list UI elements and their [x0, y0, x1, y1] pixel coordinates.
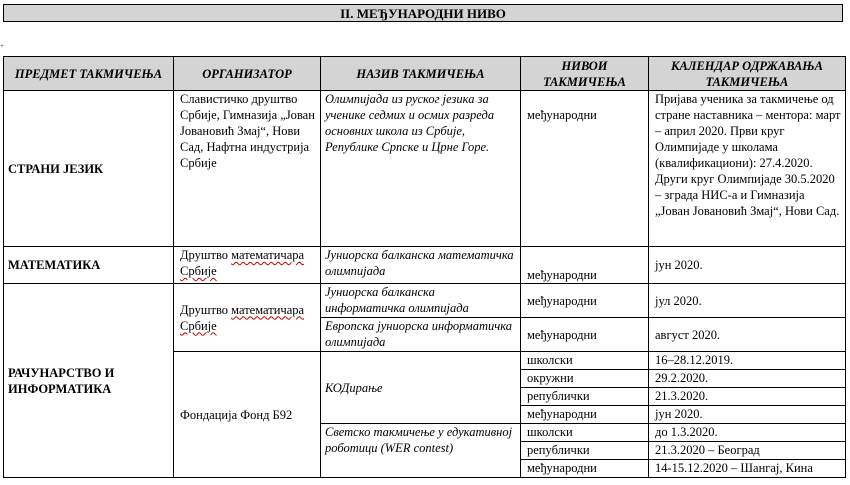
calendar-cell: Пријава ученика за такмичење од стране наставника – ментора: март – април 2020. Први круг Олимпијаде у школама (квалификациони): 27.4.2020. Други круг Олимпијаде 30.5.2020 – зграда НИС-а и Гимназија „Јован Јовановић Змај“, Нови Сад. — [649, 91, 846, 247]
organizer-text: Друштво — [180, 302, 232, 317]
calendar-cell: 21.3.2020. — [649, 388, 846, 406]
level-cell: међународни — [521, 318, 649, 352]
spellcheck-word[interactable]: Србије — [180, 264, 217, 278]
level-cell: међународни — [521, 284, 649, 318]
section-title: II. МЕЂУНАРОДНИ НИВО — [3, 4, 843, 22]
calendar-cell: 14-15.12.2020 – Шангај, Кина — [649, 460, 846, 478]
organizer-cell: Славистичко друштво Србије, Гимназија „Јован Јовановић Змај“, Нови Сад, Нафтна индустрија Србије — [174, 91, 321, 247]
competition-name-cell: Јуниорска балканска математичка олимпијада — [321, 247, 521, 284]
header-organizer: ОРГАНИЗАТОР — [174, 57, 321, 91]
calendar-cell: 16–28.12.2019. — [649, 352, 846, 370]
organizer-cell: Фондација Фонд Б92 — [174, 352, 321, 478]
competition-name-cell: Јуниорска балканска информатичка олимпијада — [321, 284, 521, 318]
calendar-cell: јун 2020. — [649, 247, 846, 284]
table-row — [4, 247, 846, 284]
level-cell: школски — [521, 424, 649, 442]
table-move-handle-icon[interactable]: + — [0, 42, 4, 50]
competition-name-cell: КОДирање — [321, 352, 521, 424]
table-row — [4, 91, 846, 247]
header-competition: НАЗИВ ТАКМИЧЕЊА — [321, 57, 521, 91]
competition-name-cell: Европска јуниорска информатичка олимпијада — [321, 318, 521, 352]
level-cell: републички — [521, 388, 649, 406]
spellcheck-word[interactable]: Србије — [180, 318, 217, 333]
header-subject: ПРЕДМЕТ ТАКМИЧЕЊА — [4, 57, 174, 91]
calendar-cell: август 2020. — [649, 318, 846, 352]
organizer-cell — [174, 284, 321, 352]
subject-cell: РАЧУНАРСТВО И ИНФОРМАТИКА — [4, 284, 174, 478]
calendar-cell: 29.2.2020. — [649, 370, 846, 388]
organizer-cell — [174, 247, 321, 284]
level-cell: међународни — [521, 247, 649, 284]
calendar-cell: до 1.3.2020. — [649, 424, 846, 442]
calendar-cell: 21.3.2020 – Београд — [649, 442, 846, 460]
level-cell: школски — [521, 352, 649, 370]
header-row — [4, 57, 846, 91]
competition-name-cell: Олимпијада из руског језика за ученике седмих и осмих разреда основних школа из Србије, Републике Српске и Црне Горе. — [321, 91, 521, 247]
organizer-text: Друштво — [180, 248, 232, 262]
level-cell: међународни — [521, 91, 649, 247]
header-calendar: КАЛЕНДАР ОДРЖАВАЊА ТАКМИЧЕЊА — [649, 57, 846, 91]
competition-name-cell: Светско такмичење у едукативној роботици (WER contest) — [321, 424, 521, 478]
level-cell: међународни — [521, 460, 649, 478]
level-cell: окружни — [521, 370, 649, 388]
calendar-cell: јун 2020. — [649, 406, 846, 424]
spellcheck-word[interactable]: математичара — [231, 248, 305, 262]
level-cell: међународни — [521, 406, 649, 424]
level-cell: републички — [521, 442, 649, 460]
competitions-table — [3, 56, 846, 478]
header-levels: НИВОИ ТАКМИЧЕЊА — [521, 57, 649, 91]
spellcheck-word[interactable]: математичара — [231, 302, 305, 317]
subject-cell: МАТЕМАТИКА — [4, 247, 174, 284]
subject-cell: СТРАНИ ЈЕЗИК — [4, 91, 174, 247]
table-row — [4, 284, 846, 318]
calendar-cell: јул 2020. — [649, 284, 846, 318]
